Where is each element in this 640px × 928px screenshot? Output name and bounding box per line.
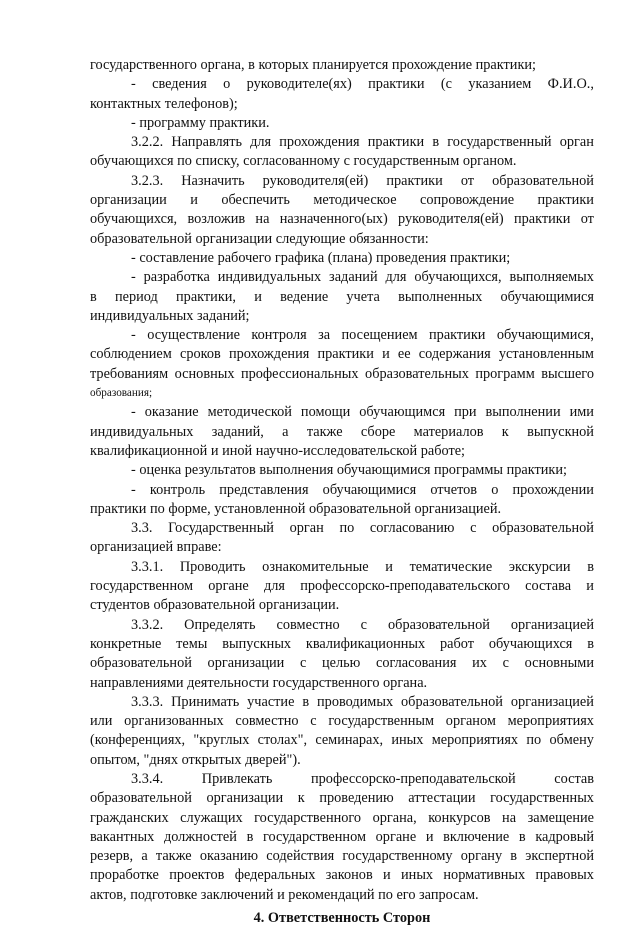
text-line: организации и обеспечить методическое сопровождение практики [90, 192, 594, 209]
document-body [90, 56, 594, 905]
text-line: индивидуальных заданий, а также сборе материалов к выпускной [90, 423, 594, 440]
text-line: требованиям основных профессиональных образовательных программ высшего [90, 365, 594, 382]
text-line: обучающихся по списку, согласованному с государственным органом. [90, 153, 517, 170]
text-line: гражданских служащих государственного органа, конкурсов на замещение [90, 809, 594, 826]
text-line: проработке проектов федеральных законов и иных нормативных правовых [90, 867, 594, 884]
text-line: 3.3. Государственный орган по согласованию с образовательной [131, 520, 594, 537]
text-line: индивидуальных заданий; [90, 307, 250, 324]
section-heading: 4. Ответственность Сторон [253, 910, 431, 927]
text-line: соблюдением сроков прохождения практики и ее содержания установленным [90, 346, 594, 363]
text-line: резерв, а также оказанию содействия государственному органу в экспертной [90, 848, 594, 865]
text-line: образовательной организации следующие обязанности: [90, 230, 429, 247]
text-line: государственном органе для профессорско-преподавательского состава и [90, 578, 594, 595]
text-line: 3.2.3. Назначить руководителя(ей) практики от образовательной [131, 172, 594, 189]
text-line: 3.3.3. Принимать участие в проводимых образовательной организацией [131, 693, 594, 710]
text-line: - оказание методической помощи обучающимся при выполнении ими [131, 404, 594, 421]
text-line: - осуществление контроля за посещением практики обучающимися, [131, 327, 594, 344]
text-line: государственного органа, в которых планируется прохождение практики; [90, 57, 537, 73]
text-line: квалификационной и иной научно-исследовательской работе; [90, 442, 466, 459]
text-line: обучающихся, возложив на назначенного(ых) руководителя(ей) практики от [90, 211, 594, 228]
text-line: образования; [90, 387, 153, 400]
text-line: (конференциях, "круглых столах", семинарах, иных мероприятиях по обмену [90, 732, 594, 749]
text-line: опытом, "днях открытых дверей"). [90, 751, 301, 768]
text-line: 3.3.2. Определять совместно с образовательной организацией [131, 616, 594, 633]
text-line: практики по форме, установленной образовательной организацией. [90, 500, 502, 517]
text-line: организацией вправе: [90, 539, 222, 556]
text-line: 3.2.2. Направлять для прохождения практики в государственный орган [131, 134, 594, 151]
text-line: - оценка результатов выполнения обучающимися программы практики; [131, 462, 567, 479]
text-line: или организованных совместно с государственным органом мероприятиях [90, 713, 594, 730]
text-line: конкретные темы выпускных квалификационных работ обучающихся в [90, 635, 594, 652]
text-line: в период практики, и ведение учета выполненных обучающимися [90, 288, 594, 305]
text-line: 3.3.4. Привлекать профессорско-преподавательской состав [131, 770, 594, 787]
text-line: - контроль представления обучающимися отчетов о прохождении [131, 481, 594, 498]
text-line: - сведения о руководителе(ях) практики (с указанием Ф.И.О., [131, 76, 594, 93]
text-line: образовательной организации с целью согласования их с основными [90, 655, 594, 672]
text-line: - программу практики. [131, 114, 270, 131]
text-line: актов, подготовке заключений и рекомендаций по его запросам. [90, 886, 479, 903]
text-line: - разработка индивидуальных заданий для обучающихся, выполняемых [131, 269, 594, 286]
text-line: студентов образовательной организации. [90, 597, 340, 614]
text-line: направлениями деятельности государственного органа. [90, 674, 428, 691]
text-line: вакантных должностей в государственном органе и включение в кадровый [90, 828, 594, 845]
document-page [90, 56, 594, 928]
text-line: образовательной организации к проведению аттестации государственных [90, 790, 594, 807]
text-line: 3.3.1. Проводить ознакомительные и тематические экскурсии в [131, 558, 594, 575]
text-line: контактных телефонов); [90, 95, 238, 112]
text-line: - составление рабочего графика (плана) проведения практики; [131, 249, 511, 266]
